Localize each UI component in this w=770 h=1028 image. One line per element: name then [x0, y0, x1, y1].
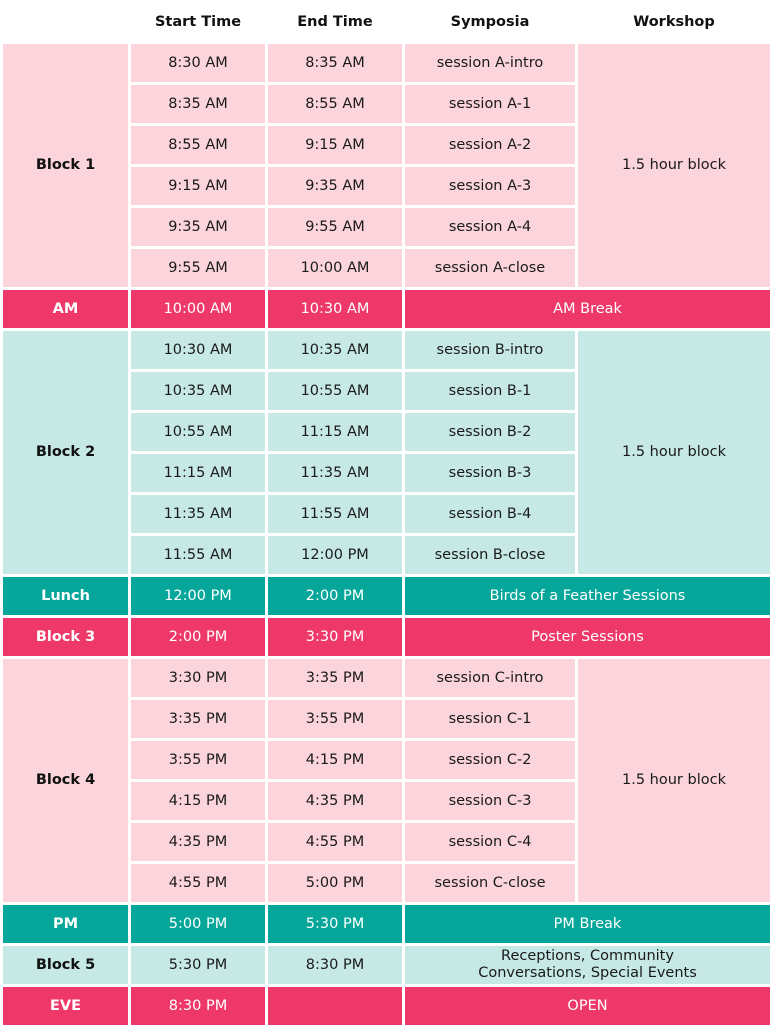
start-time-cell: 10:35 AM — [130, 371, 267, 412]
symposia-cell: Birds of a Feather Sessions — [404, 576, 770, 617]
start-time-cell: 12:00 PM — [130, 576, 267, 617]
end-time-cell: 4:55 PM — [267, 822, 404, 863]
end-time-cell: 3:30 PM — [267, 617, 404, 658]
symposia-cell: session B-3 — [404, 453, 577, 494]
table-body — [2, 43, 770, 1027]
end-time-cell: 10:55 AM — [267, 371, 404, 412]
block-label-lunch: Lunch — [2, 576, 130, 617]
start-time-cell: 8:55 AM — [130, 125, 267, 166]
symposia-cell: session B-2 — [404, 412, 577, 453]
end-time-cell: 10:30 AM — [267, 289, 404, 330]
symposia-cell: session C-1 — [404, 699, 577, 740]
symposia-cell: session C-4 — [404, 822, 577, 863]
start-time-cell: 3:30 PM — [130, 658, 267, 699]
block-label-block-2: Block 2 — [2, 330, 130, 576]
column-header-block — [2, 2, 130, 43]
end-time-cell: 5:30 PM — [267, 904, 404, 945]
start-time-cell: 5:00 PM — [130, 904, 267, 945]
end-time-cell: 11:55 AM — [267, 494, 404, 535]
start-time-cell: 11:35 AM — [130, 494, 267, 535]
table-row — [2, 43, 770, 84]
symposia-cell: session A-4 — [404, 207, 577, 248]
start-time-cell: 11:55 AM — [130, 535, 267, 576]
table-row — [2, 617, 770, 658]
symposia-cell: session C-2 — [404, 740, 577, 781]
end-time-cell: 5:00 PM — [267, 863, 404, 904]
end-time-cell: 9:15 AM — [267, 125, 404, 166]
table-row — [2, 658, 770, 699]
table-row — [2, 904, 770, 945]
table-row — [2, 289, 770, 330]
end-time-cell: 11:15 AM — [267, 412, 404, 453]
block-label-block-4: Block 4 — [2, 658, 130, 904]
column-header-start-time: Start Time — [130, 2, 267, 43]
end-time-cell: 8:35 AM — [267, 43, 404, 84]
block-label-eve: EVE — [2, 986, 130, 1027]
block-label-block-1: Block 1 — [2, 43, 130, 289]
table-row — [2, 986, 770, 1027]
symposia-line-1: Receptions, Community — [405, 948, 770, 965]
table-row — [2, 945, 770, 986]
end-time-cell — [267, 986, 404, 1027]
end-time-cell: 10:00 AM — [267, 248, 404, 289]
end-time-cell: 9:35 AM — [267, 166, 404, 207]
symposia-cell: session A-3 — [404, 166, 577, 207]
table-row — [2, 576, 770, 617]
table-row — [2, 330, 770, 371]
end-time-cell: 12:00 PM — [267, 535, 404, 576]
start-time-cell: 2:00 PM — [130, 617, 267, 658]
start-time-cell: 5:30 PM — [130, 945, 267, 986]
block-label-am: AM — [2, 289, 130, 330]
symposia-cell: session B-close — [404, 535, 577, 576]
symposia-cell: session A-1 — [404, 84, 577, 125]
start-time-cell: 10:00 AM — [130, 289, 267, 330]
start-time-cell: 8:35 AM — [130, 84, 267, 125]
symposia-cell: session A-intro — [404, 43, 577, 84]
start-time-cell: 9:55 AM — [130, 248, 267, 289]
symposia-cell: session C-close — [404, 863, 577, 904]
symposia-cell: session A-close — [404, 248, 577, 289]
symposia-cell: session B-1 — [404, 371, 577, 412]
symposia-cell: AM Break — [404, 289, 770, 330]
start-time-cell: 4:15 PM — [130, 781, 267, 822]
block-label-block-3: Block 3 — [2, 617, 130, 658]
start-time-cell: 4:35 PM — [130, 822, 267, 863]
end-time-cell: 8:30 PM — [267, 945, 404, 986]
end-time-cell: 9:55 AM — [267, 207, 404, 248]
symposia-cell: session A-2 — [404, 125, 577, 166]
end-time-cell: 4:35 PM — [267, 781, 404, 822]
symposia-cell: session B-intro — [404, 330, 577, 371]
end-time-cell: 8:55 AM — [267, 84, 404, 125]
symposia-cell: PM Break — [404, 904, 770, 945]
end-time-cell: 11:35 AM — [267, 453, 404, 494]
symposia-cell: session B-4 — [404, 494, 577, 535]
end-time-cell: 4:15 PM — [267, 740, 404, 781]
start-time-cell: 3:35 PM — [130, 699, 267, 740]
symposia-cell: session C-intro — [404, 658, 577, 699]
start-time-cell: 11:15 AM — [130, 453, 267, 494]
start-time-cell: 8:30 PM — [130, 986, 267, 1027]
start-time-cell: 10:55 AM — [130, 412, 267, 453]
block-label-pm: PM — [2, 904, 130, 945]
end-time-cell: 3:35 PM — [267, 658, 404, 699]
column-header-symposia: Symposia — [404, 2, 577, 43]
table-header — [2, 2, 770, 43]
start-time-cell: 3:55 PM — [130, 740, 267, 781]
symposia-cell-block-5 — [404, 945, 770, 986]
end-time-cell: 3:55 PM — [267, 699, 404, 740]
symposia-cell: session C-3 — [404, 781, 577, 822]
workshop-cell-block-1: 1.5 hour block — [577, 43, 770, 289]
start-time-cell: 9:35 AM — [130, 207, 267, 248]
workshop-cell-block-2: 1.5 hour block — [577, 330, 770, 576]
column-header-end-time: End Time — [267, 2, 404, 43]
start-time-cell: 9:15 AM — [130, 166, 267, 207]
start-time-cell: 10:30 AM — [130, 330, 267, 371]
symposia-cell: OPEN — [404, 986, 770, 1027]
symposia-cell: Poster Sessions — [404, 617, 770, 658]
end-time-cell: 2:00 PM — [267, 576, 404, 617]
column-header-workshop: Workshop — [577, 2, 770, 43]
symposia-line-2: Conversations, Special Events — [405, 965, 770, 982]
block-label-block-5: Block 5 — [2, 945, 130, 986]
start-time-cell: 8:30 AM — [130, 43, 267, 84]
start-time-cell: 4:55 PM — [130, 863, 267, 904]
workshop-cell-block-4: 1.5 hour block — [577, 658, 770, 904]
end-time-cell: 10:35 AM — [267, 330, 404, 371]
